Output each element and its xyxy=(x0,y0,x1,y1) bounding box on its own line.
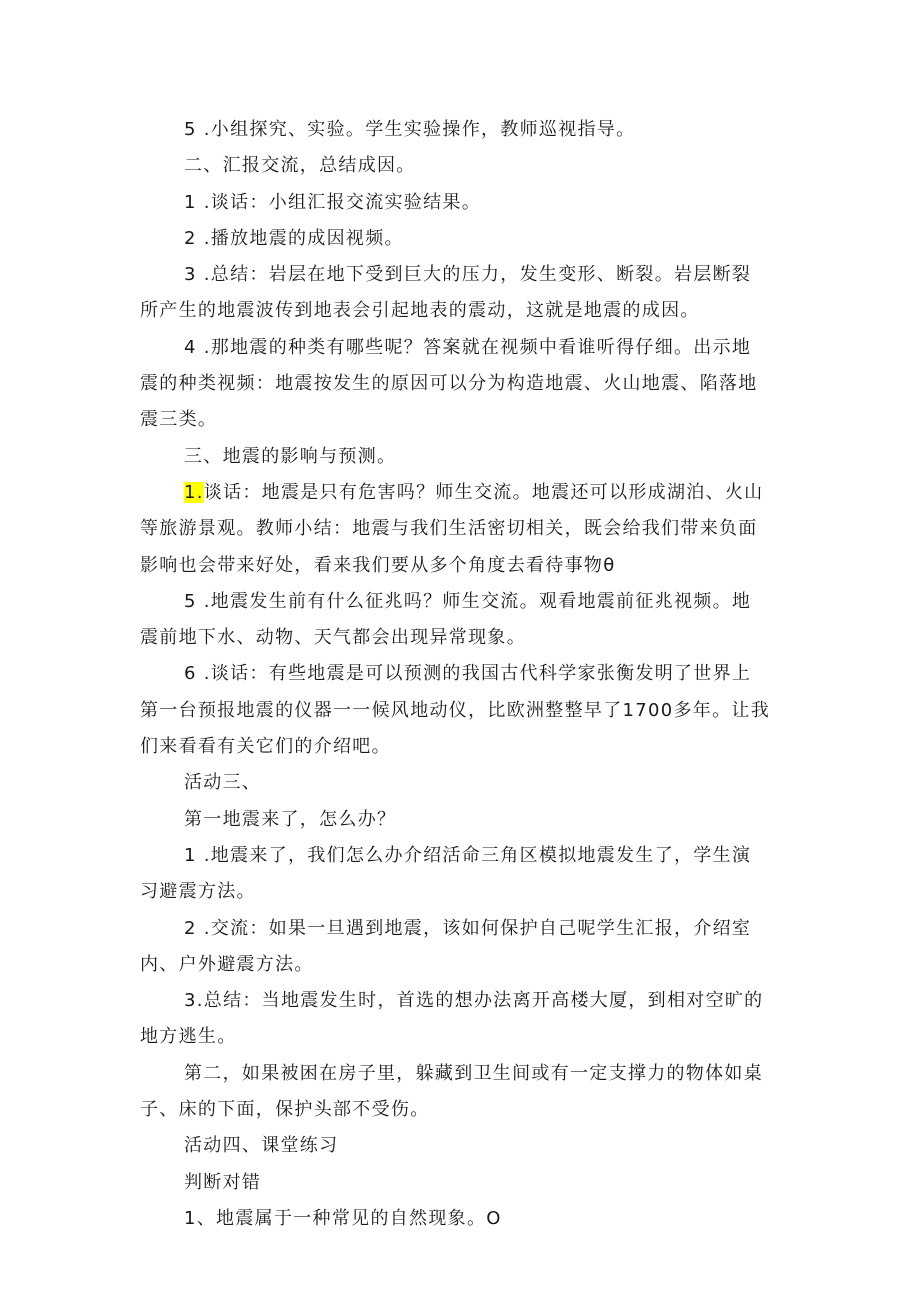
text-line xyxy=(140,947,788,983)
text-line-content: 3.总结：当地震发生时，首选的想办法离开高楼大厦，到相对空旷的 xyxy=(184,990,764,1012)
text-line-content: 子、床的下面，保护头部不受伤。 xyxy=(140,1099,430,1121)
paragraph xyxy=(140,112,788,148)
paragraph xyxy=(140,983,788,1056)
text-line xyxy=(140,148,788,184)
text-line xyxy=(140,802,788,838)
text-line-content: 4 .那地震的种类有哪些呢？答案就在视频中看谁听得仔细。出示地 xyxy=(184,336,752,358)
text-line xyxy=(140,1201,788,1237)
text-line xyxy=(140,874,788,910)
text-line-content: 二、汇报交流，总结成因。 xyxy=(184,155,416,177)
text-line xyxy=(140,257,788,293)
text-line-content: 5 .小组探究、实验。学生实验操作，教师巡视指导。 xyxy=(184,119,636,140)
text-line xyxy=(140,584,788,620)
paragraph xyxy=(140,1165,788,1201)
text-line-content: 2 .交流：如果一旦遇到地震，该如何保护自己呢学生汇报，介绍室 xyxy=(184,917,752,939)
text-line-content: 所产生的地震波传到地表会引起地表的震动，这就是地震的成因。 xyxy=(140,300,700,322)
text-line-content: 影响也会带来好处，看来我们要从多个角度去看待事物θ xyxy=(140,554,616,576)
paragraph xyxy=(140,221,788,257)
text-line xyxy=(140,185,788,221)
text-line xyxy=(140,439,788,475)
text-line-content: 们来看看有关它们的介绍吧。 xyxy=(140,736,391,758)
text-line xyxy=(140,112,788,148)
text-line-content: 3 .总结：岩层在地下受到巨大的压力，发生变形、断裂。岩层断裂 xyxy=(184,264,752,286)
text-line xyxy=(140,366,788,402)
text-line xyxy=(140,221,788,257)
text-line xyxy=(140,729,788,765)
text-line xyxy=(140,620,788,656)
text-line xyxy=(140,475,788,511)
paragraph xyxy=(140,911,788,984)
text-line xyxy=(140,402,788,438)
highlighted-list-number: 1. xyxy=(184,481,204,503)
text-line xyxy=(140,911,788,947)
text-line-content: 震的种类视频：地震按发生的原因可以分为构造地震、火山地震、陷落地 xyxy=(140,373,758,395)
paragraph xyxy=(140,802,788,838)
text-line-content: 震三类。 xyxy=(140,409,218,431)
text-line-content: 1 .谈话：小组汇报交流实验结果。 xyxy=(184,191,481,213)
text-line-content: 5 .地震发生前有什么征兆吗？师生交流。观看地震前征兆视频。地 xyxy=(184,590,752,612)
text-line xyxy=(140,330,788,366)
text-line-content: 1、地震属于一种常见的自然现象。O xyxy=(184,1207,502,1229)
text-line-content: 等旅游景观。教师小结：地震与我们生活密切相关，既会给我们带来负面 xyxy=(140,518,758,540)
text-line xyxy=(140,293,788,329)
paragraph xyxy=(140,765,788,801)
text-line-content: 第一台预报地震的仪器一一候风地动仪，比欧洲整整早了1700多年。让我 xyxy=(140,699,771,721)
text-line xyxy=(140,1056,788,1092)
text-line xyxy=(140,548,788,584)
text-line xyxy=(140,1128,788,1164)
text-line-content: 活动四、课堂练习 xyxy=(184,1135,339,1157)
text-line-content: 地方逃生。 xyxy=(140,1026,237,1048)
paragraph xyxy=(140,475,788,584)
paragraph xyxy=(140,330,788,439)
paragraph xyxy=(140,257,788,330)
text-line-content: 第二，如果被困在房子里，躲藏到卫生间或有一定支撑力的物体如桌 xyxy=(184,1062,763,1084)
document-body xyxy=(140,112,788,1237)
paragraph xyxy=(140,656,788,765)
text-line-content: 第一地震来了，怎么办？ xyxy=(184,808,397,830)
text-line-content: 内、户外避震方法。 xyxy=(140,953,314,975)
text-line-content: 谈话：地震是只有危害吗？师生交流。地震还可以形成湖泊、火山 xyxy=(203,481,764,503)
paragraph xyxy=(140,1128,788,1164)
text-line xyxy=(140,765,788,801)
paragraph xyxy=(140,439,788,475)
text-line xyxy=(140,838,788,874)
text-line-content: 三、地震的影响与预测。 xyxy=(184,445,397,467)
text-line xyxy=(140,1019,788,1055)
text-line-content: 习避震方法。 xyxy=(140,881,256,903)
paragraph xyxy=(140,148,788,184)
text-line-content: 震前地下水、动物、天气都会出现异常现象。 xyxy=(140,627,526,649)
text-line xyxy=(140,1165,788,1201)
paragraph xyxy=(140,584,788,657)
text-line-content: 判断对错 xyxy=(184,1171,262,1193)
text-line xyxy=(140,656,788,692)
paragraph xyxy=(140,838,788,911)
text-line-content: 活动三、 xyxy=(184,772,262,794)
text-line xyxy=(140,511,788,547)
text-line xyxy=(140,1092,788,1128)
text-line-content: 1 .地震来了，我们怎么办介绍活命三角区模拟地震发生了，学生演 xyxy=(184,844,752,866)
paragraph xyxy=(140,1056,788,1129)
text-line xyxy=(140,693,788,729)
paragraph xyxy=(140,1201,788,1237)
text-line-content: 2 .播放地震的成因视频。 xyxy=(184,227,404,249)
paragraph xyxy=(140,185,788,221)
text-line-content: 6 .谈话：有些地震是可以预测的我国古代科学家张衡发明了世界上 xyxy=(184,663,752,685)
text-line xyxy=(140,983,788,1019)
